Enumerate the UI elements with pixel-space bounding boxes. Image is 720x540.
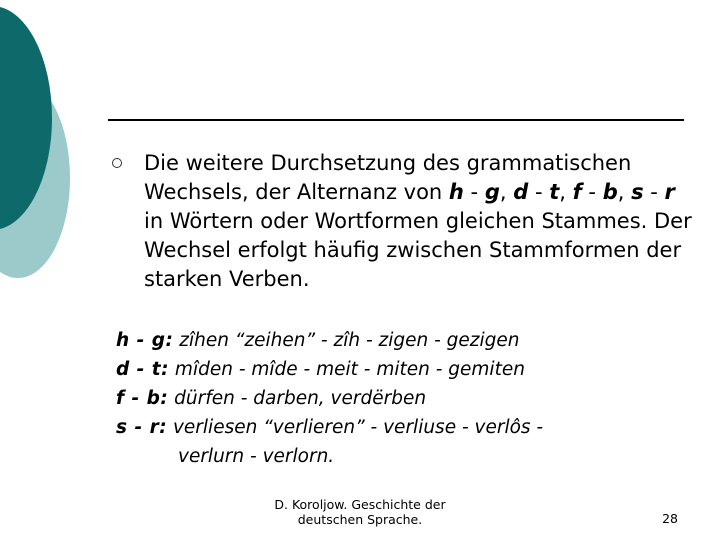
example-text: verliesen “verlieren” - verliuse - verlôs - — [167, 417, 544, 438]
example-list — [116, 326, 706, 471]
dash: - — [643, 180, 665, 204]
bullet-circle-icon — [112, 158, 122, 168]
letter-h: h — [448, 180, 464, 204]
comma: , — [559, 180, 573, 204]
example-key: s - r: — [116, 417, 168, 438]
example-continuation: verlurn - verlorn. — [178, 446, 335, 467]
title-divider-line — [108, 119, 684, 121]
dash: - — [581, 180, 603, 204]
paragraph-text: Die weitere Durchsetzung des grammatischen Wechsels, der Alternanz von — [144, 151, 632, 204]
letter-s: s — [631, 180, 644, 204]
letter-f: f — [572, 180, 582, 204]
letter-d: d — [513, 180, 529, 204]
example-text: dürfen - darben, verdërben — [168, 388, 427, 409]
letter-r: r — [664, 180, 675, 204]
page-number: 28 — [662, 511, 678, 526]
dash: - — [528, 180, 550, 204]
letter-b: b — [602, 180, 618, 204]
comma: , — [499, 180, 514, 204]
letter-t: t — [549, 180, 560, 204]
example-row — [116, 384, 706, 413]
example-key: d - t: — [116, 359, 170, 380]
paragraph-text: in Wörtern oder Wortformen gleichen Stammes. Der Wechsel erfolgt häufig zwischen Stammformen der starken Verben. — [144, 209, 692, 291]
example-key: h - g: — [116, 330, 174, 351]
example-text: mîden - mîde - meit - miten - gemiten — [169, 359, 525, 380]
letter-g: g — [484, 180, 500, 204]
footer-text: D. Koroljow. Geschichte der deutschen Sprache. — [274, 497, 446, 527]
example-row — [116, 355, 706, 384]
example-row — [116, 326, 706, 355]
example-text: zîhen “zeihen” - zîh - zigen - gezigen — [173, 330, 520, 351]
comma: , — [617, 180, 632, 204]
example-row — [116, 413, 706, 442]
body-paragraph — [144, 149, 694, 294]
dash: - — [463, 180, 485, 204]
example-key: f - b: — [116, 388, 169, 409]
decorative-circles — [0, 0, 90, 300]
